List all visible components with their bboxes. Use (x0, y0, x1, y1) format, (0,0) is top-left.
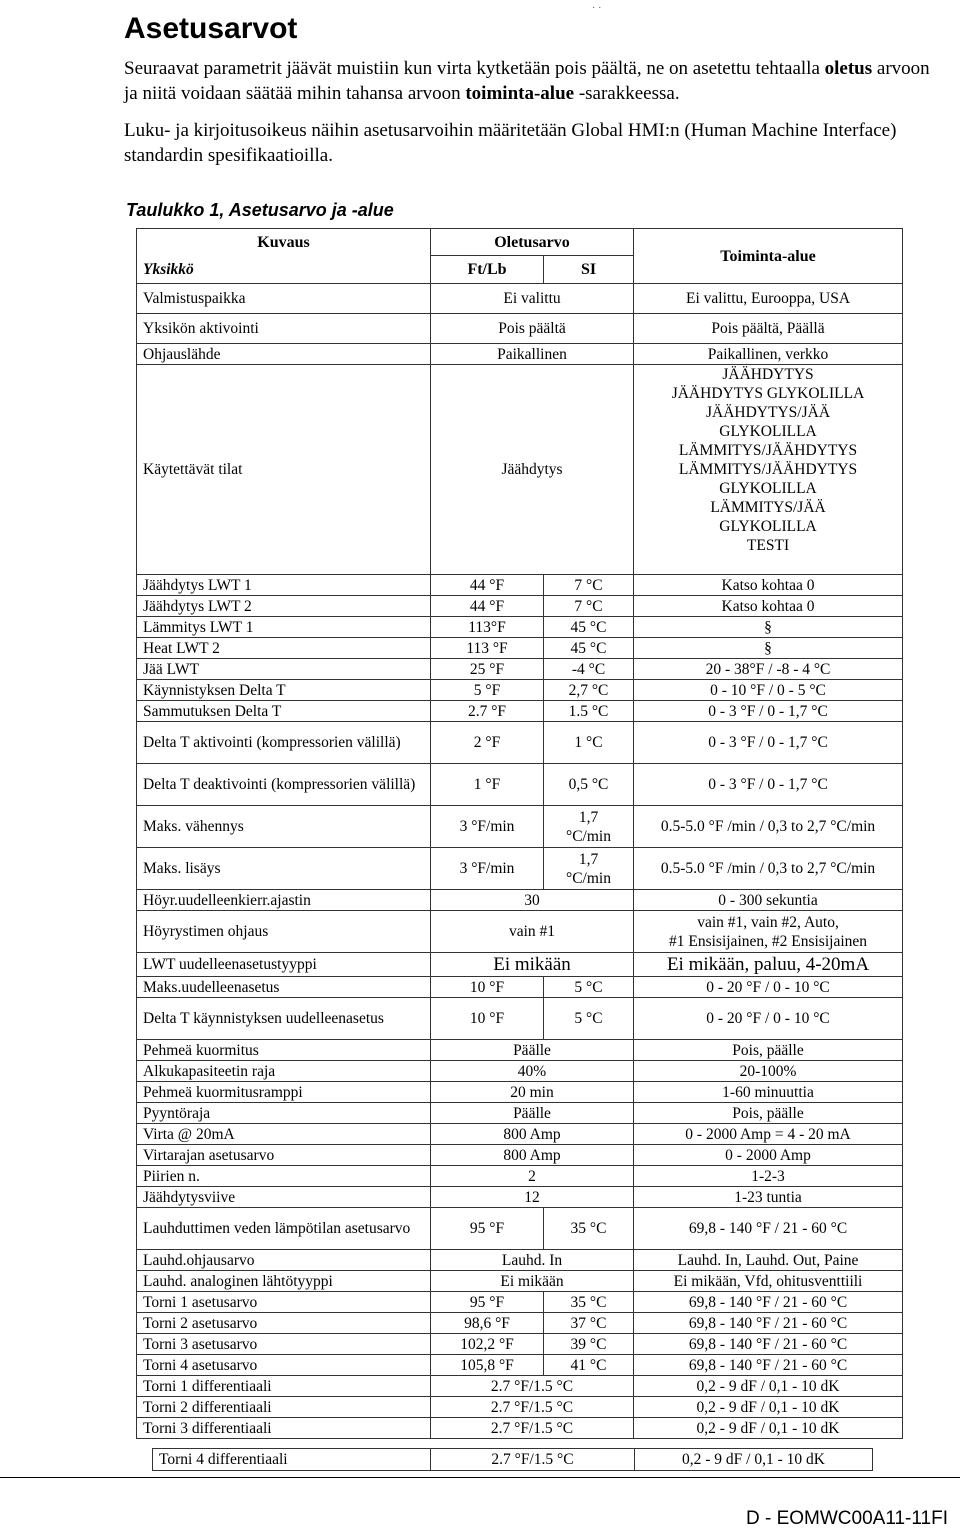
table-row (137, 1355, 903, 1376)
row-range: Katso kohtaa 0 (634, 596, 903, 617)
row-name: Höyr.uudelleenkierr.ajastin (137, 890, 431, 911)
row-range: 0,2 - 9 dF / 0,1 - 10 dK (634, 1418, 903, 1439)
row-range: 69,8 - 140 °F / 21 - 60 °C (634, 1313, 903, 1334)
row-default: Päälle (431, 1040, 634, 1061)
row-name: Piirien n. (137, 1166, 431, 1187)
last-row-table (152, 1448, 873, 1471)
row-default: 20 min (431, 1082, 634, 1103)
row-name: Torni 1 asetusarvo (137, 1292, 431, 1313)
intro-text: arvoon ja niitä voidaan säätää mihin tahansa arvoon (124, 58, 930, 104)
row-default-ftlb: 113 °F (431, 638, 544, 659)
table-row (137, 722, 903, 764)
row-range: 1-60 minuuttia (634, 1082, 903, 1103)
table-row (137, 1208, 903, 1250)
table-row (137, 1040, 903, 1061)
row-range: 0 - 2000 Amp = 4 - 20 mA (634, 1124, 903, 1145)
row-range: 69,8 - 140 °F / 21 - 60 °C (634, 1334, 903, 1355)
intro-text: Seuraavat parametrit jäävät muistiin kun virta kytketään pois päältä, ne on asetettu tehtaalla (124, 58, 820, 79)
table-row (137, 1397, 903, 1418)
row-name: Torni 4 asetusarvo (137, 1355, 431, 1376)
row-default: 40% (431, 1061, 634, 1082)
row-default-ftlb: 25 °F (431, 659, 544, 680)
row-name: Torni 2 asetusarvo (137, 1313, 431, 1334)
top-mark: · · (592, 2, 602, 13)
table-row (137, 1124, 903, 1145)
table-row (137, 1250, 903, 1271)
row-default-si: 45 °C (544, 617, 634, 638)
header-yksikko: Yksikkö (137, 256, 431, 284)
table-row (137, 1103, 903, 1124)
row-range: 20 - 38°F / -8 - 4 °C (634, 659, 903, 680)
row-name: Lauhd.ohjausarvo (137, 1250, 431, 1271)
row-default-si: 5 °C (544, 977, 634, 998)
row-range: § (634, 617, 903, 638)
row-name: Lauhd. analoginen lähtötyyppi (137, 1271, 431, 1292)
row-range: 0 - 3 °F / 0 - 1,7 °C (634, 722, 903, 764)
row-name: Torni 4 differentiaali (153, 1449, 431, 1471)
row-range: 0 - 3 °F / 0 - 1,7 °C (634, 701, 903, 722)
row-default-ftlb: 95 °F (431, 1292, 544, 1313)
header-oletusarvo: Oletusarvo (431, 229, 634, 256)
table-row (137, 575, 903, 596)
table-caption: Taulukko 1, Asetusarvo ja -alue (126, 200, 394, 220)
row-default-ftlb: 44 °F (431, 575, 544, 596)
row-range: 0.5-5.0 °F /min / 0,3 to 2,7 °C/min (634, 848, 903, 890)
row-default-si: 37 °C (544, 1313, 634, 1334)
row-default: Ei mikään (431, 1271, 634, 1292)
row-default: Lauhd. In (431, 1250, 634, 1271)
row-range: 1-2-3 (634, 1166, 903, 1187)
header-si: SI (544, 256, 634, 284)
row-default-si: 2,7 °C (544, 680, 634, 701)
row-name: Virta @ 20mA (137, 1124, 431, 1145)
row-default-ftlb: 113°F (431, 617, 544, 638)
row-range: 0,2 - 9 dF / 0,1 - 10 dK (634, 1376, 903, 1397)
row-default: 2.7 °F/1.5 °C (431, 1449, 635, 1471)
table-row (137, 638, 903, 659)
table-row (137, 1166, 903, 1187)
row-range: Ei mikään, Vfd, ohitusventtiili (634, 1271, 903, 1292)
intro-paragraph-1 (124, 56, 944, 106)
row-name: Jäähdytys LWT 1 (137, 575, 431, 596)
row-default-ftlb: 3 °F/min (431, 848, 544, 890)
row-name: Lauhduttimen veden lämpötilan asetusarvo (137, 1208, 431, 1250)
row-name: Jäähdytysviive (137, 1187, 431, 1208)
row-range: 69,8 - 140 °F / 21 - 60 °C (634, 1355, 903, 1376)
row-range: Ei valittu, Eurooppa, USA (634, 284, 903, 314)
row-default-ftlb: 98,6 °F (431, 1313, 544, 1334)
header-ftlb: Ft/Lb (431, 256, 544, 284)
table-row (137, 659, 903, 680)
row-name: Yksikön aktivointi (137, 314, 431, 344)
row-default: 800 Amp (431, 1124, 634, 1145)
row-range: vain #1, vain #2, Auto, #1 Ensisijainen, #2 Ensisijainen (634, 911, 903, 953)
row-range: Lauhd. In, Lauhd. Out, Paine (634, 1250, 903, 1271)
row-name: Heat LWT 2 (137, 638, 431, 659)
row-default-si: 1,7 °C/min (544, 806, 634, 848)
row-name: Torni 3 differentiaali (137, 1418, 431, 1439)
footer-rule (0, 1477, 960, 1478)
row-default: 2.7 °F/1.5 °C (431, 1376, 634, 1397)
row-name: Torni 3 asetusarvo (137, 1334, 431, 1355)
row-default-si: 1,7 °C/min (544, 848, 634, 890)
table-row (137, 1334, 903, 1355)
row-range: Katso kohtaa 0 (634, 575, 903, 596)
intro-bold-range: toiminta-alue (465, 83, 575, 104)
row-range: 69,8 - 140 °F / 21 - 60 °C (634, 1208, 903, 1250)
table-row (137, 998, 903, 1040)
row-range: 0,2 - 9 dF / 0,1 - 10 dK (635, 1449, 873, 1471)
row-range: 0.5-5.0 °F /min / 0,3 to 2,7 °C/min (634, 806, 903, 848)
row-range: Pois päältä, Päällä (634, 314, 903, 344)
row-default: Päälle (431, 1103, 634, 1124)
table-row (137, 848, 903, 890)
table-row (137, 365, 903, 575)
row-range: 0 - 20 °F / 0 - 10 °C (634, 977, 903, 998)
row-default-si: 0,5 °C (544, 764, 634, 806)
intro-bold-default: oletus (824, 58, 873, 79)
row-name: LWT uudelleenasetustyyppi (137, 953, 431, 977)
row-default-si: 7 °C (544, 596, 634, 617)
row-name: Torni 1 differentiaali (137, 1376, 431, 1397)
row-default-si: 41 °C (544, 1355, 634, 1376)
row-default-si: 35 °C (544, 1208, 634, 1250)
row-range: 0 - 2000 Amp (634, 1145, 903, 1166)
row-default: Paikallinen (431, 344, 634, 365)
row-default-ftlb: 95 °F (431, 1208, 544, 1250)
row-default-si: 45 °C (544, 638, 634, 659)
table-row (137, 617, 903, 638)
row-name: Alkukapasiteetin raja (137, 1061, 431, 1082)
page-title: Asetusarvot (124, 12, 298, 45)
row-name: Käynnistyksen Delta T (137, 680, 431, 701)
row-name: Sammutuksen Delta T (137, 701, 431, 722)
table-row (137, 911, 903, 953)
row-default-ftlb: 10 °F (431, 977, 544, 998)
row-range: Pois, päälle (634, 1103, 903, 1124)
row-default-ftlb: 105,8 °F (431, 1355, 544, 1376)
row-default-si: 1 °C (544, 722, 634, 764)
row-default: 12 (431, 1187, 634, 1208)
header-toiminta-alue: Toiminta-alue (634, 229, 903, 284)
row-default-ftlb: 102,2 °F (431, 1334, 544, 1355)
table-row (137, 1313, 903, 1334)
table-row (137, 1271, 903, 1292)
row-default: Ei mikään (431, 953, 634, 977)
row-default: Ei valittu (431, 284, 634, 314)
row-default-si: 1.5 °C (544, 701, 634, 722)
table-row (137, 1376, 903, 1397)
intro-paragraph-2: Luku- ja kirjoitusoikeus näihin asetusarvoihin määritetään Global HMI:n (Human Machine Interface) standardin spesifikaatioilla. (124, 120, 897, 166)
row-name: Höyrystimen ohjaus (137, 911, 431, 953)
table-row (137, 1061, 903, 1082)
table-row (137, 764, 903, 806)
row-range: Ei mikään, paluu, 4-20mA (634, 953, 903, 977)
row-default: 800 Amp (431, 1145, 634, 1166)
table-row (137, 953, 903, 977)
row-range: 0 - 300 sekuntia (634, 890, 903, 911)
row-default-ftlb: 3 °F/min (431, 806, 544, 848)
row-range: 69,8 - 140 °F / 21 - 60 °C (634, 1292, 903, 1313)
row-default: 30 (431, 890, 634, 911)
row-name: Maks. vähennys (137, 806, 431, 848)
table-row (137, 1418, 903, 1439)
footer-doc-id: D - EOMWC00A11-11FI (745, 1508, 948, 1529)
row-default: 2.7 °F/1.5 °C (431, 1418, 634, 1439)
intro-text: -sarakkeessa. (574, 83, 680, 104)
row-name: Pyyntöraja (137, 1103, 431, 1124)
row-name: Delta T deaktivointi (kompressorien välillä) (137, 764, 431, 806)
row-name: Käytettävät tilat (137, 365, 431, 575)
row-name: Lämmitys LWT 1 (137, 617, 431, 638)
row-name: Maks. lisäys (137, 848, 431, 890)
row-default-si: 35 °C (544, 1292, 634, 1313)
row-range: 20-100% (634, 1061, 903, 1082)
row-range: § (634, 638, 903, 659)
row-name: Pehmeä kuormitusramppi (137, 1082, 431, 1103)
row-default-ftlb: 2 °F (431, 722, 544, 764)
row-name: Virtarajan asetusarvo (137, 1145, 431, 1166)
table-row (137, 344, 903, 365)
table-row (137, 890, 903, 911)
table-row (137, 596, 903, 617)
header-kuvaus: Kuvaus (137, 229, 431, 256)
row-name: Ohjauslähde (137, 344, 431, 365)
row-name: Delta T käynnistyksen uudelleenasetus (137, 998, 431, 1040)
row-range: Paikallinen, verkko (634, 344, 903, 365)
row-default-ftlb: 10 °F (431, 998, 544, 1040)
row-default-si: 5 °C (544, 998, 634, 1040)
row-name: Jäähdytys LWT 2 (137, 596, 431, 617)
row-default-ftlb: 44 °F (431, 596, 544, 617)
row-default-ftlb: 2.7 °F (431, 701, 544, 722)
row-range: 0 - 3 °F / 0 - 1,7 °C (634, 764, 903, 806)
row-default-si: 7 °C (544, 575, 634, 596)
row-name: Maks.uudelleenasetus (137, 977, 431, 998)
row-name: Valmistuspaikka (137, 284, 431, 314)
table-row (137, 806, 903, 848)
row-default-ftlb: 1 °F (431, 764, 544, 806)
table-row (137, 284, 903, 314)
row-range: 1-23 tuntia (634, 1187, 903, 1208)
row-name: Delta T aktivointi (kompressorien välillä) (137, 722, 431, 764)
row-default-ftlb: 5 °F (431, 680, 544, 701)
row-default: Jäähdytys (431, 365, 634, 575)
row-default: vain #1 (431, 911, 634, 953)
row-default: Pois päältä (431, 314, 634, 344)
row-default: 2 (431, 1166, 634, 1187)
table-row (137, 1292, 903, 1313)
row-range: 0 - 20 °F / 0 - 10 °C (634, 998, 903, 1040)
row-range: 0 - 10 °F / 0 - 5 °C (634, 680, 903, 701)
row-range: 0,2 - 9 dF / 0,1 - 10 dK (634, 1397, 903, 1418)
table-row (137, 1145, 903, 1166)
row-default-si: -4 °C (544, 659, 634, 680)
row-default: 2.7 °F/1.5 °C (431, 1397, 634, 1418)
table-row (137, 977, 903, 998)
row-range: JÄÄHDYTYS JÄÄHDYTYS GLYKOLILLA JÄÄHDYTYS/JÄÄ GLYKOLILLA LÄMMITYS/JÄÄHDYTYS LÄMMITYS/JÄÄHDYTYS GLYKOLILLA LÄMMITYS/JÄÄ GLYKOLILLA TESTI (634, 365, 903, 575)
table-row (137, 1082, 903, 1103)
table-row (137, 314, 903, 344)
row-range: Pois, päälle (634, 1040, 903, 1061)
table-row (137, 680, 903, 701)
row-name: Torni 2 differentiaali (137, 1397, 431, 1418)
table-row (137, 1187, 903, 1208)
table-row (137, 701, 903, 722)
row-name: Jää LWT (137, 659, 431, 680)
row-default-si: 39 °C (544, 1334, 634, 1355)
setpoint-table (136, 228, 903, 1439)
row-name: Pehmeä kuormitus (137, 1040, 431, 1061)
